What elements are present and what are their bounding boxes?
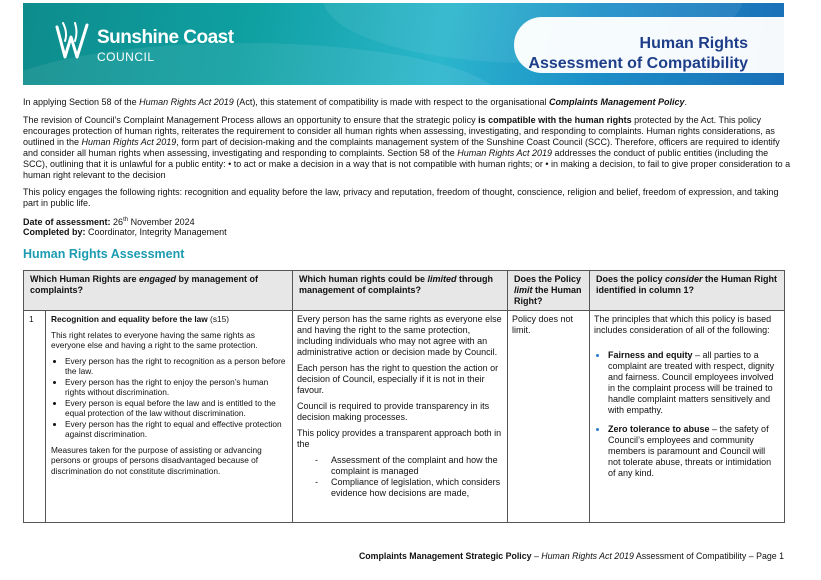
- list-item: • Zero tolerance to abuse – the safety of Council’s employees and community members is paramount and Council will not tolerate abuse, threats or intimidation of any kind.: [608, 424, 780, 479]
- limited-paragraph: Council is required to provide transparency in its decision making processes.: [297, 401, 490, 422]
- limited-paragraph: Every person has the same rights as everyone else and having the right to the same protection, including individuals who may not agree with an administrative action or decision made by Council.: [297, 314, 502, 357]
- header-limited: Which human rights could be limited through management of complaints?: [293, 271, 508, 311]
- consider-list: [594, 350, 780, 479]
- right-title: Recognition and equality before the law (s15): [51, 314, 229, 324]
- logo-name: Sunshine Coast: [97, 27, 234, 48]
- human-rights-table: [23, 270, 785, 523]
- row-number: 1: [24, 311, 46, 522]
- header-engaged: Which Human Rights are engaged by management of complaints?: [24, 271, 293, 311]
- right-description: This right relates to everyone having the same rights as everyone else and having a right to the same protection.: [51, 329, 258, 350]
- table-row: [24, 311, 785, 523]
- list-item: • Every person has the right to recognition as a person before the law.: [65, 356, 287, 377]
- consider-cell: [590, 311, 785, 523]
- consider-intro: The principles that which this policy is based includes consideration of all of the following:: [594, 314, 772, 335]
- logo-mark-icon: [53, 19, 95, 65]
- limited-paragraph: Each person has the right to question the action or decision of Council, especially if it is not in their favour.: [297, 363, 499, 395]
- header-consider: Does the policy consider the Human Right identified in column 1?: [590, 271, 785, 311]
- page-footer: Complaints Management Strategic Policy – Human Rights Act 2019 Assessment of Compatibility – Page 1: [358, 551, 784, 561]
- list-item: • Every person is equal before the law and is entitled to the equal protection of the law without discrimination.: [65, 398, 287, 419]
- list-item: - Compliance of legislation, which considers evidence how decisions are made,: [315, 477, 503, 499]
- revision-paragraph: The revision of Council’s Complaint Management Process allows an opportunity to ensure that the strategic policy is compatible with the human rights protected by the Act. This policy encourages protection of human rights, reiterates the requirement to consider all human rights when assessing, investigating, and responding to complaints. Human rights considerations, as outlined in the Human Rights Act 2019, form part of decision-making and the complaints management system of the Sunshine Coast Council (SCC). Therefore, officers are required to identify and consider all human rights when assessing, investigating and responding to complaints. Section 58 of the Human Rights Act 2019 addresses the conduct of public entities (including the SCC), outlining that it is unlawful for a public entity: • to act or make a decision in a way that is not compatible with human rights; or • in making a decision, to fail to give proper consideration to a human right relevant to the decision: [23, 115, 791, 180]
- limited-cell: [293, 311, 508, 523]
- document-title-line2: Assessment of Compatibility: [528, 55, 748, 72]
- intro-paragraph: In applying Section 58 of the Human Rights Act 2019 (Act), this statement of compatibility is made with respect to the organisational Complaints Management Policy.: [23, 97, 687, 107]
- logo-subtitle: COUNCIL: [97, 50, 155, 64]
- right-measures: Measures taken for the purpose of assisting or advancing persons or groups of persons disadvantaged because of discrimination do not constitute discrimination.: [51, 444, 262, 476]
- table-header-row: [24, 271, 785, 311]
- list-item: - Assessment of the complaint and how the complaint is managed: [315, 455, 503, 477]
- rights-engaged-paragraph: This policy engages the following rights: recognition and equality before the law, privacy and reputation, freedom of thought, conscience, religion and belief, freedom of expression, and taking part in public life.: [23, 187, 779, 208]
- completed-by: Completed by: Coordinator, Integrity Management: [23, 227, 227, 237]
- assessment-date: Date of assessment: 26th November 2024: [23, 217, 195, 227]
- limited-dash-list: [297, 455, 503, 499]
- right-bullet-list: [51, 356, 287, 440]
- list-item: • Every person has the right to enjoy the person’s human rights without discrimination.: [65, 377, 287, 398]
- document-title-line1: Human Rights: [639, 35, 748, 52]
- list-item: • Fairness and equity – all parties to a complaint are treated with respect, dignity and fairness. Council employees involved in the complaint process will be trained to handle complaint matters sensitively and with empathy.: [608, 350, 780, 416]
- limited-paragraph: This policy provides a transparent approach both in the: [297, 428, 502, 449]
- limit-answer-cell: Policy does not limit.: [508, 311, 590, 523]
- header-banner: [23, 3, 784, 85]
- list-item: • Every person has the right to equal and effective protection against discrimination.: [65, 419, 287, 440]
- engaged-cell: [24, 311, 293, 523]
- header-limit: Does the Policy limit the Human Right?: [508, 271, 590, 311]
- section-heading: Human Rights Assessment: [23, 247, 185, 261]
